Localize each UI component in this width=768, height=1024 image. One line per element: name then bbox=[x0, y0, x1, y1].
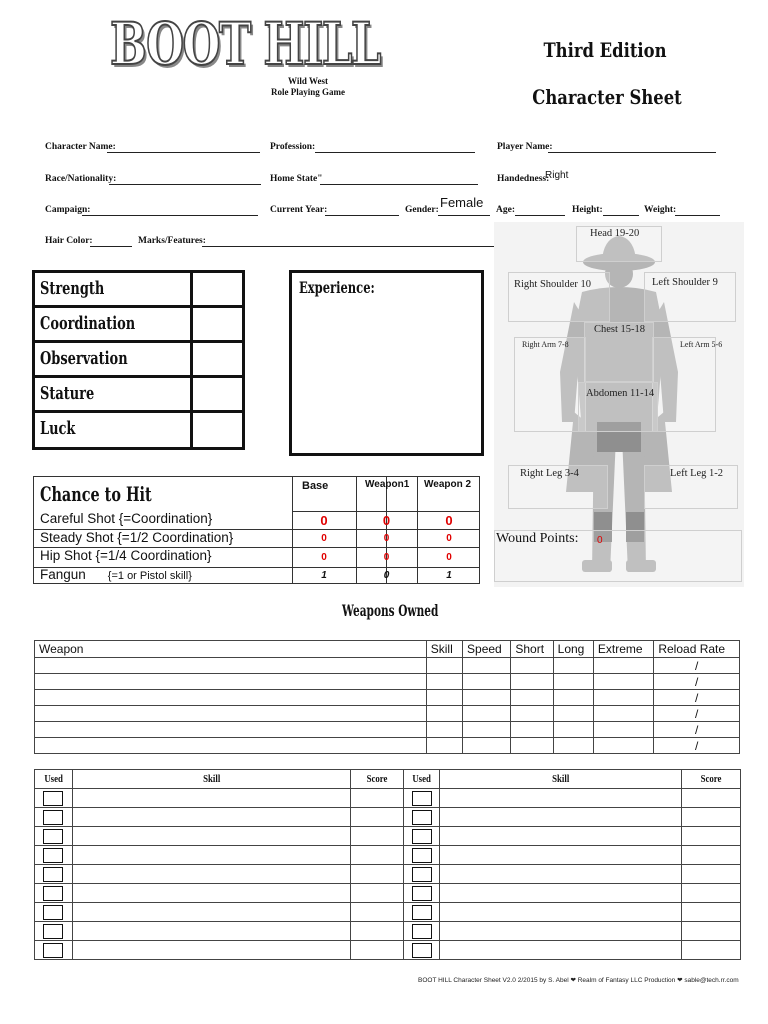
hip-shot-label: Hip Shot {=1/4 Coordination} bbox=[40, 548, 212, 563]
careful-shot-weapon1: 0 bbox=[382, 513, 391, 528]
used-column-header: Used bbox=[404, 770, 440, 789]
used-checkbox[interactable] bbox=[412, 886, 432, 901]
footer-credit: BOOT HILL Character Sheet V2.0 2/2015 by S. Abel ❤ Realm of Fantasy LLC Production ❤ sable@tech.rr.com bbox=[418, 977, 739, 984]
used-checkbox[interactable] bbox=[43, 943, 63, 958]
hip-shot-weapon1: 0 bbox=[383, 552, 390, 563]
experience-box[interactable] bbox=[289, 270, 484, 456]
table-row bbox=[35, 922, 741, 941]
fangun-weapon1: 0 bbox=[383, 570, 390, 581]
race-field[interactable] bbox=[109, 184, 261, 185]
used-checkbox[interactable] bbox=[43, 905, 63, 920]
marks-label: Marks/Features: bbox=[138, 236, 206, 246]
attribute-label: Luck bbox=[40, 418, 76, 439]
zone-right-arm[interactable] bbox=[514, 337, 586, 432]
skills-header-row bbox=[35, 770, 741, 789]
used-checkbox[interactable] bbox=[412, 791, 432, 806]
logo-subtitle: Wild West Role Playing Game bbox=[271, 76, 345, 97]
skill-column-header: Skill bbox=[426, 641, 462, 658]
left-arm-label: Left Arm 5-6 bbox=[680, 340, 723, 349]
skills-table bbox=[34, 769, 741, 960]
gender-field[interactable] bbox=[438, 215, 490, 216]
table-row bbox=[35, 808, 741, 827]
right-arm-label: Right Arm 7-8 bbox=[522, 340, 569, 349]
right-shoulder-label: Right Shoulder 10 bbox=[514, 279, 592, 290]
steady-shot-weapon2: 0 bbox=[446, 533, 452, 544]
attribute-label: Coordination bbox=[40, 313, 136, 334]
table-row[interactable]: / bbox=[35, 690, 740, 706]
table-row bbox=[35, 827, 741, 846]
weapons-header-row bbox=[35, 641, 740, 658]
hair-color-label: Hair Color: bbox=[45, 236, 93, 246]
attribute-value-field[interactable] bbox=[190, 273, 242, 305]
weapons-owned-title: Weapons Owned bbox=[342, 601, 439, 620]
steady-shot-label: Steady Shot {=1/2 Coordination} bbox=[40, 530, 234, 545]
used-checkbox[interactable] bbox=[412, 905, 432, 920]
used-checkbox[interactable] bbox=[412, 924, 432, 939]
attribute-value-field[interactable] bbox=[190, 343, 242, 375]
used-checkbox[interactable] bbox=[43, 810, 63, 825]
skill-column-header: Skill bbox=[440, 770, 682, 789]
column-header-weapon1: Weapon1 bbox=[365, 479, 410, 490]
logo bbox=[108, 6, 380, 106]
used-checkbox[interactable] bbox=[43, 829, 63, 844]
profession-field[interactable] bbox=[315, 152, 475, 153]
abdomen-label: Abdomen 11-14 bbox=[586, 388, 655, 399]
logo-wordmark: BOOT HILL bbox=[110, 10, 380, 78]
fangun-weapon2: 1 bbox=[446, 570, 452, 581]
height-label: Height: bbox=[572, 205, 603, 215]
careful-shot-weapon2: 0 bbox=[445, 513, 453, 528]
home-state-label: Home State" bbox=[270, 174, 323, 184]
used-checkbox[interactable] bbox=[412, 810, 432, 825]
speed-column-header: Speed bbox=[463, 641, 511, 658]
short-column-header: Short bbox=[511, 641, 553, 658]
table-row[interactable]: / bbox=[35, 706, 740, 722]
table-row[interactable]: / bbox=[35, 738, 740, 754]
hit-location-panel bbox=[494, 222, 744, 587]
profession-label: Profession: bbox=[270, 142, 316, 152]
fangun-base: 1 bbox=[321, 570, 327, 581]
score-column-header: Score bbox=[350, 770, 404, 789]
extreme-column-header: Extreme bbox=[593, 641, 653, 658]
right-leg-label: Right Leg 3-4 bbox=[520, 468, 579, 479]
long-column-header: Long bbox=[553, 641, 593, 658]
gender-value[interactable]: Female bbox=[440, 195, 484, 210]
attribute-row-coordination bbox=[35, 308, 242, 343]
sheet-title: Character Sheet bbox=[532, 85, 682, 109]
table-row bbox=[35, 865, 741, 884]
table-row[interactable]: / bbox=[35, 722, 740, 738]
column-header-base: Base bbox=[302, 480, 329, 492]
weight-label: Weight: bbox=[644, 205, 677, 215]
table-row bbox=[35, 903, 741, 922]
used-checkbox[interactable] bbox=[412, 867, 432, 882]
used-checkbox[interactable] bbox=[43, 848, 63, 863]
fangun-label: Fangun {=1 or Pistol skill} bbox=[40, 567, 192, 582]
used-checkbox[interactable] bbox=[412, 829, 432, 844]
attribute-value-field[interactable] bbox=[190, 378, 242, 410]
score-column-header: Score bbox=[682, 770, 741, 789]
handedness-label: Handedness: bbox=[497, 174, 550, 184]
home-state-field[interactable] bbox=[320, 184, 478, 185]
used-checkbox[interactable] bbox=[43, 867, 63, 882]
player-name-label: Player Name: bbox=[497, 142, 553, 152]
hip-shot-base: 0 bbox=[321, 552, 327, 563]
steady-shot-base: 0 bbox=[321, 533, 327, 544]
table-row[interactable]: / bbox=[35, 674, 740, 690]
chance-to-hit-table bbox=[33, 476, 480, 584]
attribute-row-strength bbox=[35, 273, 242, 308]
table-row bbox=[35, 789, 741, 808]
used-checkbox[interactable] bbox=[43, 886, 63, 901]
reload-rate-column-header: Reload Rate bbox=[654, 641, 740, 658]
player-name-field[interactable] bbox=[548, 152, 716, 153]
zone-left-arm[interactable] bbox=[652, 337, 716, 432]
character-name-label: Character Name: bbox=[45, 142, 116, 152]
marks-field[interactable] bbox=[202, 246, 495, 247]
table-row bbox=[35, 846, 741, 865]
weapon-column-header: Weapon bbox=[35, 641, 427, 658]
careful-shot-base: 0 bbox=[320, 513, 328, 528]
attribute-label: Strength bbox=[40, 278, 105, 299]
used-checkbox[interactable] bbox=[412, 848, 432, 863]
attribute-label: Observation bbox=[40, 348, 128, 369]
column-header-weapon2: Weapon 2 bbox=[424, 479, 472, 490]
weapons-table bbox=[34, 640, 740, 754]
experience-label: Experience: bbox=[299, 278, 375, 297]
age-label: Age: bbox=[496, 205, 515, 215]
race-label: Race/Nationality: bbox=[45, 174, 117, 184]
age-field[interactable] bbox=[515, 215, 565, 216]
head-label: Head 19-20 bbox=[590, 228, 640, 239]
attribute-row-observation bbox=[35, 343, 242, 378]
left-leg-label: Left Leg 1-2 bbox=[670, 468, 724, 479]
steady-shot-weapon1: 0 bbox=[383, 533, 390, 544]
table-row[interactable]: / bbox=[35, 658, 740, 674]
chest-label: Chest 15-18 bbox=[594, 324, 646, 335]
attribute-row-luck bbox=[35, 413, 242, 447]
attribute-label: Stature bbox=[40, 383, 95, 404]
gender-label: Gender: bbox=[405, 205, 439, 215]
skill-column-header: Skill bbox=[72, 770, 350, 789]
campaign-field[interactable] bbox=[82, 215, 258, 216]
handedness-value[interactable]: Right bbox=[545, 170, 569, 181]
used-checkbox[interactable] bbox=[43, 791, 63, 806]
attribute-value-field[interactable] bbox=[190, 413, 242, 447]
character-name-field[interactable] bbox=[107, 152, 260, 153]
current-year-label: Current Year: bbox=[270, 205, 328, 215]
hair-color-field[interactable] bbox=[90, 246, 132, 247]
used-checkbox[interactable] bbox=[43, 924, 63, 939]
used-column-header: Used bbox=[35, 770, 73, 789]
table-row bbox=[35, 884, 741, 903]
hip-shot-weapon2: 0 bbox=[446, 552, 452, 563]
chance-to-hit-title: Chance to Hit bbox=[40, 482, 152, 506]
weight-field[interactable] bbox=[675, 215, 720, 216]
campaign-label: Campaign: bbox=[45, 205, 91, 215]
current-year-field[interactable] bbox=[325, 215, 399, 216]
attributes-box bbox=[32, 270, 245, 450]
careful-shot-label: Careful Shot {=Coordination} bbox=[40, 511, 213, 526]
edition-title: Third Edition bbox=[543, 38, 667, 62]
attribute-row-stature bbox=[35, 378, 242, 413]
used-checkbox[interactable] bbox=[412, 943, 432, 958]
wound-points-value[interactable]: 0 bbox=[597, 535, 603, 546]
height-field[interactable] bbox=[603, 215, 639, 216]
left-shoulder-label: Left Shoulder 9 bbox=[652, 277, 718, 288]
wound-points-label: Wound Points: bbox=[496, 531, 579, 546]
table-row bbox=[35, 941, 741, 960]
attribute-value-field[interactable] bbox=[190, 308, 242, 340]
